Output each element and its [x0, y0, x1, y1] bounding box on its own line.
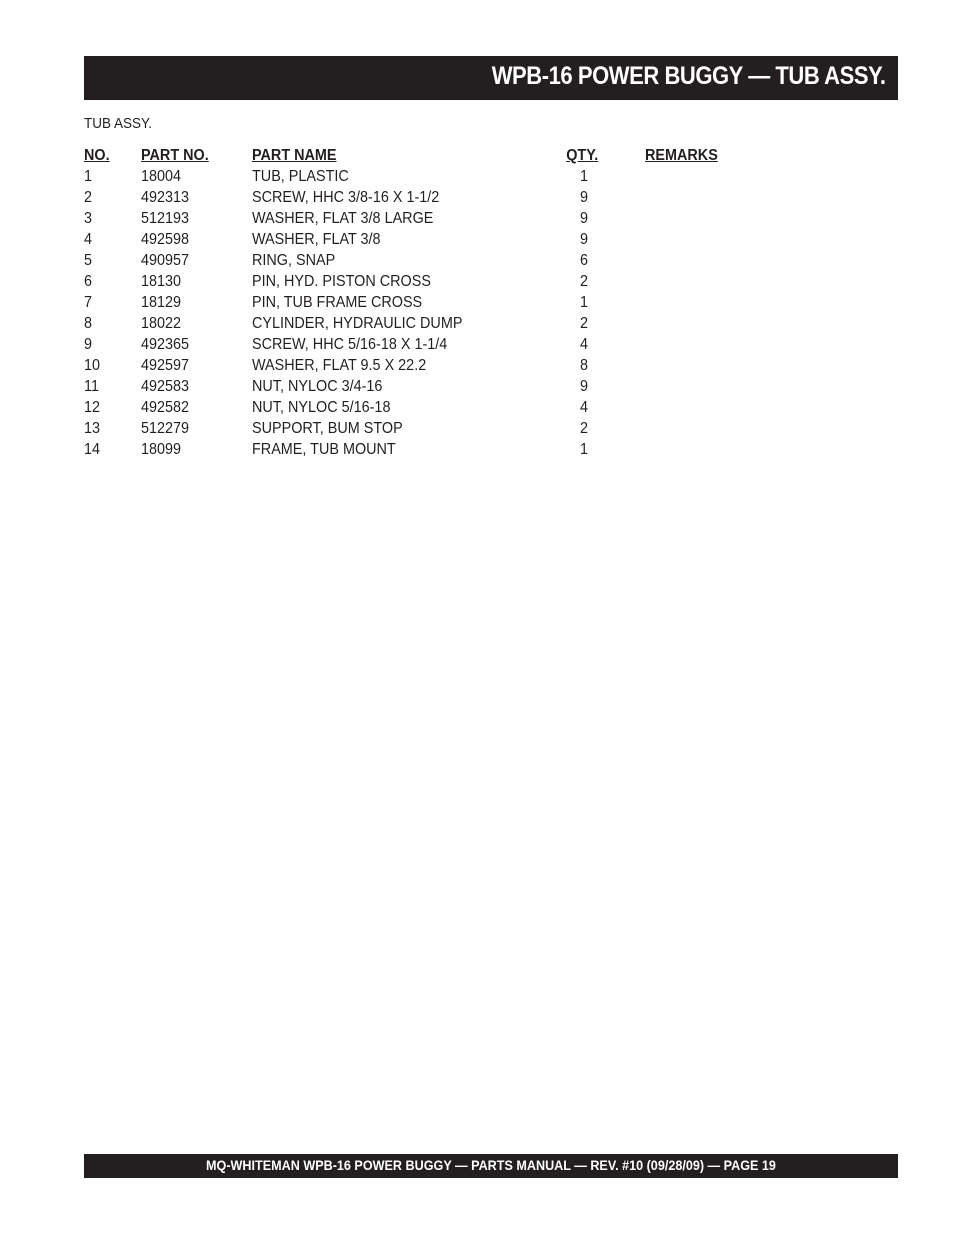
table-row	[84, 271, 784, 292]
cell-qty: 1	[579, 168, 589, 185]
cell-part-name: NUT, NYLOC 3/4-16	[252, 378, 383, 395]
section-label: TUB ASSY.	[84, 115, 153, 132]
column-header-no: NO.	[84, 147, 110, 164]
cell-qty: 2	[579, 315, 589, 332]
cell-part-no: 492597	[141, 357, 190, 374]
cell-no: 7	[84, 294, 93, 311]
table-row	[84, 292, 784, 313]
cell-part-name: CYLINDER, HYDRAULIC DUMP	[252, 315, 463, 332]
cell-no: 1	[84, 168, 93, 185]
cell-part-name: TUB, PLASTIC	[252, 168, 349, 185]
cell-qty: 4	[579, 336, 589, 353]
cell-no: 2	[84, 189, 93, 206]
cell-part-name: PIN, TUB FRAME CROSS	[252, 294, 423, 311]
cell-qty: 1	[579, 294, 589, 311]
table-row	[84, 355, 784, 376]
cell-no: 6	[84, 273, 93, 290]
cell-part-name: WASHER, FLAT 3/8 LARGE	[252, 210, 434, 227]
cell-part-no: 492583	[141, 378, 190, 395]
table-row	[84, 187, 784, 208]
cell-no: 4	[84, 231, 93, 248]
column-header-qty: QTY.	[566, 147, 599, 164]
table-row	[84, 376, 784, 397]
cell-part-no: 512279	[141, 420, 190, 437]
parts-table	[84, 145, 784, 460]
cell-qty: 2	[579, 420, 589, 437]
cell-qty: 8	[579, 357, 589, 374]
cell-part-no: 18129	[141, 294, 182, 311]
cell-part-no: 492582	[141, 399, 190, 416]
table-row	[84, 313, 784, 334]
page-footer-bar	[84, 1154, 898, 1178]
cell-qty: 6	[579, 252, 589, 269]
cell-part-no: 492598	[141, 231, 190, 248]
cell-part-no: 492365	[141, 336, 190, 353]
cell-part-no: 18099	[141, 441, 182, 458]
cell-qty: 1	[579, 441, 589, 458]
cell-no: 3	[84, 210, 93, 227]
cell-part-name: SUPPORT, BUM STOP	[252, 420, 403, 437]
cell-part-name: SCREW, HHC 3/8-16 X 1-1/2	[252, 189, 440, 206]
cell-qty: 9	[579, 189, 589, 206]
table-body	[84, 166, 784, 460]
page-footer-text: MQ-WHITEMAN WPB-16 POWER BUGGY — PARTS MANUAL — REV. #10 (09/28/09) — PAGE 19	[206, 1157, 776, 1173]
page-title: WPB-16 POWER BUGGY — TUB ASSY.	[492, 62, 886, 90]
cell-part-name: PIN, HYD. PISTON CROSS	[252, 273, 431, 290]
table-row	[84, 439, 784, 460]
cell-qty: 4	[579, 399, 589, 416]
column-header-part-no: PART NO.	[141, 147, 209, 164]
cell-part-no: 18004	[141, 168, 182, 185]
cell-part-name: WASHER, FLAT 3/8	[252, 231, 381, 248]
cell-part-name: WASHER, FLAT 9.5 X 22.2	[252, 357, 427, 374]
table-row	[84, 208, 784, 229]
cell-qty: 2	[579, 273, 589, 290]
cell-no: 9	[84, 336, 93, 353]
table-row	[84, 166, 784, 187]
cell-no: 5	[84, 252, 93, 269]
cell-part-no: 490957	[141, 252, 190, 269]
table-row	[84, 397, 784, 418]
table-row	[84, 418, 784, 439]
cell-part-name: FRAME, TUB MOUNT	[252, 441, 396, 458]
column-header-remarks: REMARKS	[645, 147, 718, 164]
cell-no: 11	[84, 378, 99, 395]
column-header-part-name: PART NAME	[252, 147, 337, 164]
cell-no: 8	[84, 315, 93, 332]
cell-part-name: NUT, NYLOC 5/16-18	[252, 399, 391, 416]
cell-no: 13	[84, 420, 101, 437]
cell-part-no: 492313	[141, 189, 190, 206]
page-header-bar	[84, 56, 898, 100]
cell-part-name: RING, SNAP	[252, 252, 336, 269]
cell-qty: 9	[579, 378, 589, 395]
table-row	[84, 250, 784, 271]
table-row	[84, 229, 784, 250]
cell-part-name: SCREW, HHC 5/16-18 X 1-1/4	[252, 336, 448, 353]
cell-no: 14	[84, 441, 101, 458]
cell-no: 10	[84, 357, 101, 374]
cell-no: 12	[84, 399, 101, 416]
cell-part-no: 18022	[141, 315, 182, 332]
cell-part-no: 512193	[141, 210, 190, 227]
cell-qty: 9	[579, 231, 589, 248]
table-row	[84, 334, 784, 355]
cell-part-no: 18130	[141, 273, 182, 290]
table-header-row	[84, 145, 784, 166]
cell-qty: 9	[579, 210, 589, 227]
